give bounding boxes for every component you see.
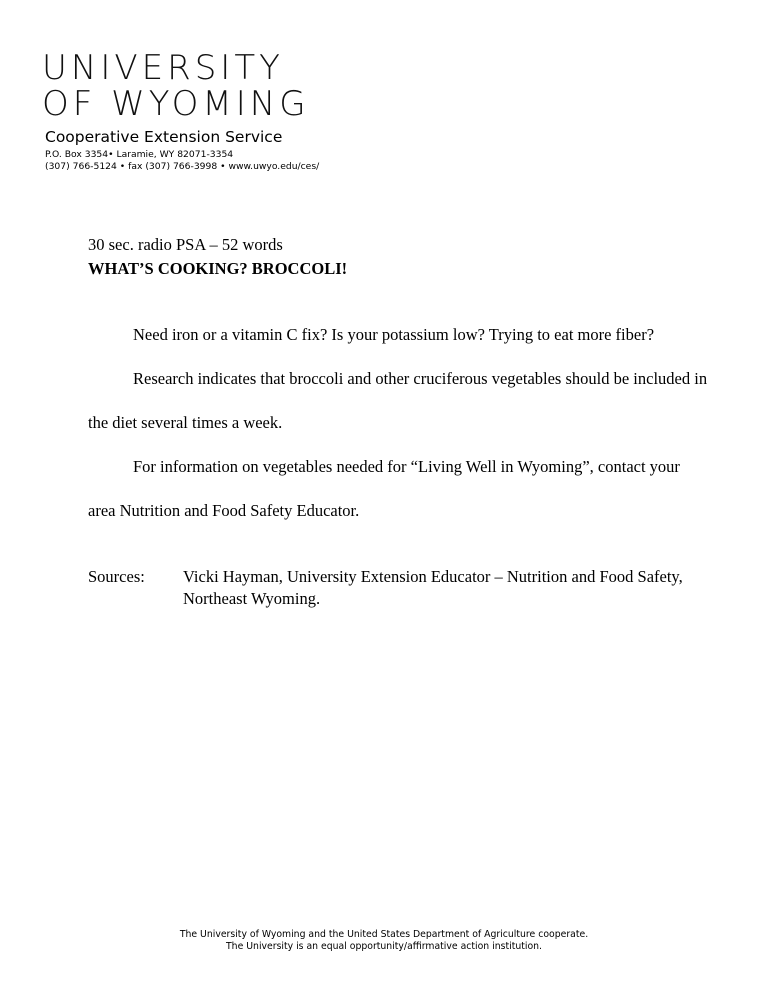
psa-body [88, 233, 708, 533]
letterhead [45, 128, 319, 173]
sources-text: Vicki Hayman, University Extension Educator – Nutrition and Food Safety, Northeast Wyoming. [183, 567, 683, 608]
footer [0, 929, 768, 953]
footer-line-2: The University is an equal opportunity/affirmative action institution. [226, 941, 542, 952]
logo-line-2: OF WYOMING [42, 84, 310, 124]
paragraph: For information on vegetables needed for “Living Well in Wyoming”, contact your area Nutrition and Food Safety Educator. [88, 457, 680, 520]
psa-title: WHAT’S COOKING? BROCCOLI! [88, 259, 348, 278]
footer-line-1: The University of Wyoming and the United States Department of Agriculture cooperate. [179, 929, 589, 940]
sources-section [88, 566, 683, 610]
service-name: Cooperative Extension Service [45, 128, 283, 146]
psa-meta: 30 sec. radio PSA – 52 words [88, 235, 283, 254]
university-logo [42, 50, 310, 122]
logo-line-1: UNIVERSITY [42, 48, 284, 88]
address-line: P.O. Box 3354• Laramie, WY 82071-3354 [45, 149, 234, 160]
paragraph: Need iron or a vitamin C fix? Is your potassium low? Trying to eat more fiber? [133, 325, 655, 344]
sources-label: Sources: [88, 567, 145, 586]
contact-line: (307) 766-5124 • fax (307) 766-3998 • www.uwyo.edu/ces/ [45, 161, 320, 172]
paragraph: Research indicates that broccoli and other cruciferous vegetables should be included in the diet several times a week. [88, 369, 708, 432]
